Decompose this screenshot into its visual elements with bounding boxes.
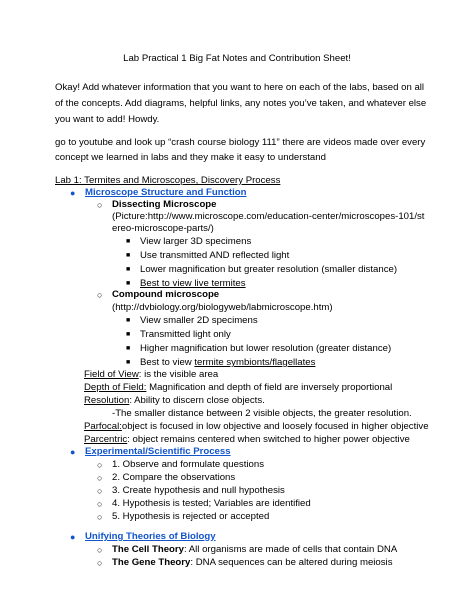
dissecting-item: Use transmitted AND reflected light: [140, 250, 290, 261]
field-of-view-label: Field of View: [84, 369, 139, 380]
intro-line-3: you want to add! Howdy.: [55, 114, 160, 125]
bullet-dot-icon: ●: [70, 532, 76, 542]
bullet-dot-icon: ●: [70, 447, 76, 457]
bullet-square-icon: ■: [126, 359, 131, 366]
resolution-label: Resolution: [84, 395, 130, 406]
bullet-square-icon: ■: [126, 266, 131, 273]
field-of-view-def: [84, 369, 218, 381]
parfocal-label: Parfocal:: [84, 421, 122, 432]
cell-theory-label: The Cell Theory: [112, 544, 184, 555]
lab-heading: Lab 1: Termites and Microscopes, Discovery Process: [55, 175, 281, 186]
bullet-circle-icon: ○: [97, 545, 103, 555]
dissecting-picture-line-1: (Picture:http://www.microscope.com/education-center/microscopes-101/st: [112, 211, 425, 222]
gene-theory-text: : DNA sequences can be altered during meiosis: [190, 557, 393, 568]
microscope-structure-link[interactable]: Microscope Structure and Function: [85, 187, 247, 198]
dissecting-item: View larger 3D specimens: [140, 236, 252, 247]
bullet-circle-icon: ○: [97, 290, 103, 300]
parfocal-text: object is focused in low objective and loosely focused in higher objective: [121, 421, 429, 432]
bullet-circle-icon: ○: [97, 486, 103, 496]
parcentric-label: Parcentric: [84, 434, 128, 445]
gene-theory-line: [112, 557, 393, 569]
compound-item: Higher magnification but lower resolution (greater distance): [140, 343, 392, 354]
process-step: 1. Observe and formulate questions: [112, 459, 264, 470]
bullet-square-icon: ■: [126, 317, 131, 324]
parcentric-def: [84, 434, 410, 446]
depth-of-field-text: Magnification and depth of field are inversely proportional: [146, 382, 393, 393]
resolution-text: : Ability to discern close objects.: [129, 395, 265, 406]
parfocal-def: [84, 421, 429, 433]
unifying-theories-link[interactable]: Unifying Theories of Biology: [85, 531, 216, 542]
bullet-circle-icon: ○: [97, 512, 103, 522]
cell-theory-text: : All organisms are made of cells that contain DNA: [183, 544, 398, 555]
scientific-process-link[interactable]: Experimental/Scientific Process: [85, 446, 231, 457]
compound-item: View smaller 2D specimens: [140, 315, 258, 326]
bullet-circle-icon: ○: [97, 200, 103, 210]
bullet-circle-icon: ○: [97, 473, 103, 483]
compound-last-prefix: Best to view: [140, 357, 195, 368]
process-step: 2. Compare the observations: [112, 472, 236, 483]
field-of-view-text: : is the visible area: [138, 369, 219, 380]
bullet-square-icon: ■: [126, 280, 131, 287]
resolution-note: -The smaller distance between 2 visible objects, the greater resolution.: [112, 408, 412, 419]
depth-of-field-label: Depth of Field:: [84, 382, 147, 393]
termite-symbionts-link[interactable]: termite symbionts/flagellates: [194, 357, 316, 368]
dissecting-microscope-heading: Dissecting Microscope: [112, 199, 217, 210]
depth-of-field-def: [84, 382, 392, 394]
resolution-def: [84, 395, 265, 407]
parcentric-text: : object remains centered when switched to higher power objective: [127, 434, 410, 445]
bullet-dot-icon: ●: [70, 188, 76, 198]
bullet-circle-icon: ○: [97, 558, 103, 568]
bullet-square-icon: ■: [126, 331, 131, 338]
cell-theory-line: [112, 544, 397, 556]
doc-title: Lab Practical 1 Big Fat Notes and Contribution Sheet!: [123, 53, 351, 64]
process-step: 5. Hypothesis is rejected or accepted: [112, 511, 270, 522]
bullet-circle-icon: ○: [97, 499, 103, 509]
intro-line-2: of the concepts. Add diagrams, helpful links, any notes you’ve taken, and whatever else: [55, 98, 427, 109]
bullet-square-icon: ■: [126, 252, 131, 259]
gene-theory-label: The Gene Theory: [112, 557, 191, 568]
bullet-circle-icon: ○: [97, 460, 103, 470]
process-step: 3. Create hypothesis and null hypothesis: [112, 485, 285, 496]
compound-microscope-heading: Compound microscope: [112, 289, 220, 300]
bullet-square-icon: ■: [126, 238, 131, 245]
youtube-line-1: go to youtube and look up “crash course biology 111” there are videos made over every: [55, 137, 426, 148]
compound-item-last: [140, 357, 315, 369]
intro-line-1: Okay! Add whatever information that you want to here on each of the labs, based on all: [55, 82, 425, 93]
process-step: 4. Hypothesis is tested; Variables are identified: [112, 498, 311, 509]
compound-url: (http://dvbiology.org/biologyweb/labmicroscope.htm): [112, 302, 333, 313]
compound-item: Transmitted light only: [140, 329, 231, 340]
youtube-line-2: concept we learned in labs and they make it easy to understand: [55, 152, 326, 163]
live-termites-link[interactable]: Best to view live termites: [140, 278, 246, 289]
dissecting-item: Lower magnification but greater resolution (smaller distance): [140, 264, 398, 275]
bullet-square-icon: ■: [126, 345, 131, 352]
dissecting-picture-line-2: ereo-microscope-parts/): [112, 223, 214, 234]
